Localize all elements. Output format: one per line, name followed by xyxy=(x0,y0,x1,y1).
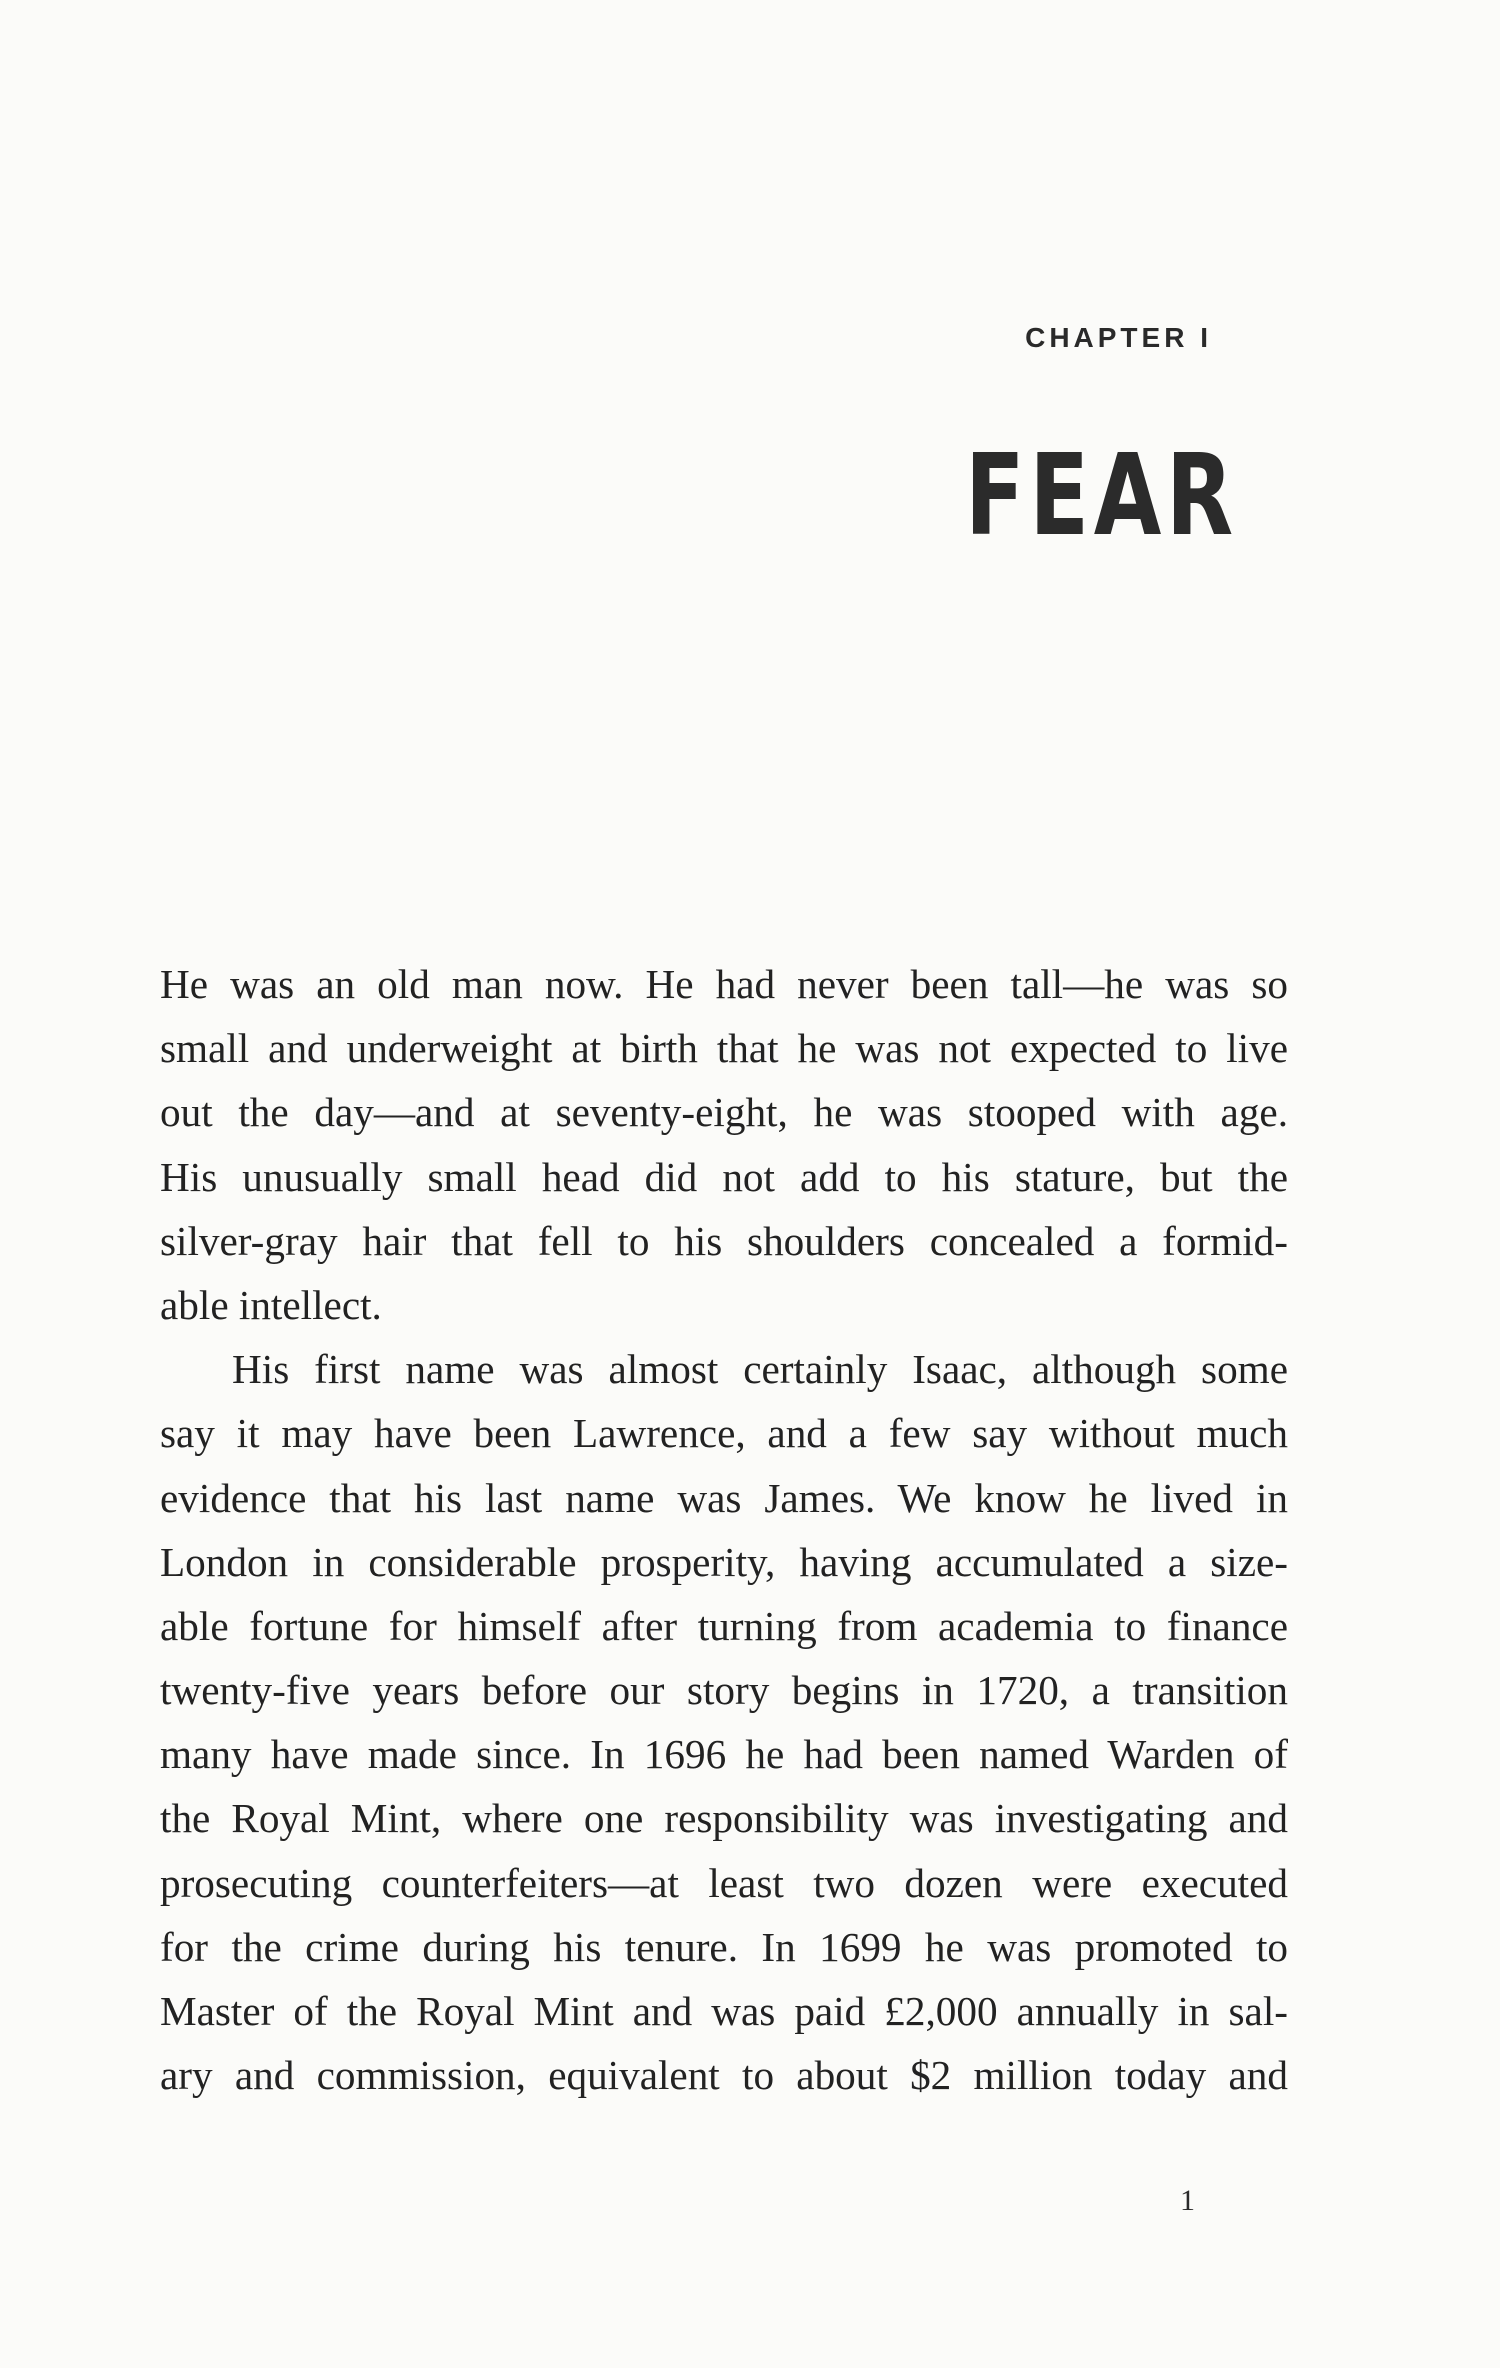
page-number: 1 xyxy=(1180,2184,1195,2217)
text-line: Master of the Royal Mint and was paid £2,000 annually in sal- xyxy=(160,1988,1288,2034)
chapter-label: CHAPTER I xyxy=(1025,322,1212,353)
text-line: small and underweight at birth that he was not expected to live xyxy=(160,1025,1288,1072)
paragraph-1 xyxy=(160,952,1288,1337)
text-line: silver-gray hair that fell to his shoulders concealed a formid- xyxy=(160,1217,1288,1264)
text-line: able fortune for himself after turning from academia to finance xyxy=(160,1602,1288,1649)
paragraph-2 xyxy=(160,1337,1288,2107)
text-line: ary and commission, equivalent to about $2 million today and xyxy=(160,2052,1288,2099)
text-line: able intellect. xyxy=(160,1281,382,1328)
body-text xyxy=(160,952,1288,2107)
chapter-title: FEAR xyxy=(965,431,1238,561)
text-line: evidence that his last name was James. We know he lived in xyxy=(160,1474,1288,1521)
text-line: for the crime during his tenure. In 1699 he was promoted to xyxy=(160,1923,1288,1970)
text-line: He was an old man now. He had never been tall—he was so xyxy=(160,961,1288,1007)
text-line: His unusually small head did not add to his stature, but the xyxy=(160,1153,1288,1200)
text-line: out the day—and at seventy-eight, he was stooped with age. xyxy=(160,1089,1288,1136)
text-line: many have made since. In 1696 he had been named Warden of xyxy=(160,1731,1288,1778)
text-line: twenty-five years before our story begins in 1720, a transition xyxy=(160,1667,1288,1714)
text-line: say it may have been Lawrence, and a few say without much xyxy=(160,1410,1288,1457)
text-line: the Royal Mint, where one responsibility was investigating and xyxy=(160,1795,1288,1842)
text-line: His first name was almost certainly Isaac, although some xyxy=(232,1346,1288,1393)
text-line: prosecuting counterfeiters—at least two dozen were executed xyxy=(160,1859,1288,1906)
text-line: London in considerable prosperity, having accumulated a size- xyxy=(160,1538,1288,1585)
